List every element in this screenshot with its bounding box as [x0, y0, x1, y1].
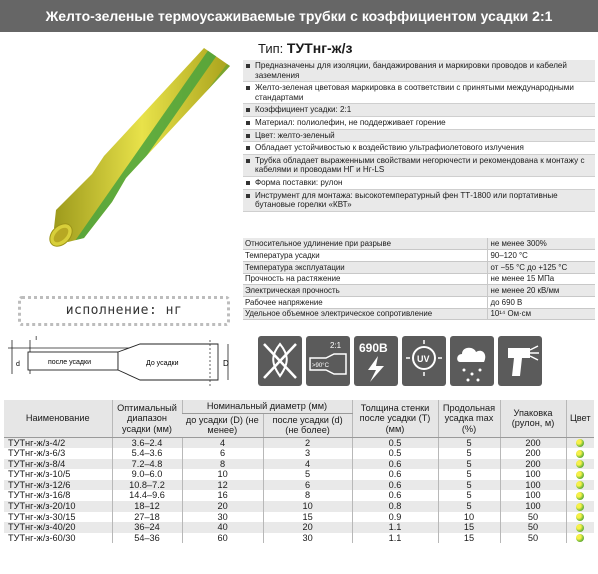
color-dot-icon — [576, 513, 584, 521]
cell-name: ТУТнг-ж/з-30/15 — [8, 511, 76, 522]
product-type — [258, 40, 352, 56]
uv-icon — [402, 336, 446, 386]
property-item: Материал: полиолефин, не поддерживает горение — [243, 117, 595, 130]
cell-after: 15 — [263, 512, 352, 523]
label-after-shrink: после усадки — [48, 359, 91, 366]
cell-name: ТУТнг-ж/з-16/8 — [8, 490, 71, 501]
page-title: Желто-зеленые термоусаживаемые трубки с коэффициентом усадки 2:1 — [0, 0, 598, 32]
cell-color — [566, 512, 594, 523]
property-item: Обладает устойчивостью к воздействию ультрафиолетового излучения — [243, 142, 595, 155]
cell-before: 20 — [182, 501, 263, 512]
cell-shrink: 5 — [438, 448, 500, 459]
cell-before: 4 — [182, 437, 263, 448]
color-dot-icon — [576, 492, 584, 500]
cell-pack: 200 — [500, 459, 566, 470]
cell-color — [566, 459, 594, 470]
no-flame-icon — [258, 336, 302, 386]
table-row — [4, 501, 594, 512]
execution-stamp: исполнение: нг — [18, 296, 230, 326]
cell-pack: 100 — [500, 480, 566, 491]
shrink-ratio-icon — [306, 336, 350, 386]
spec-row — [243, 238, 595, 250]
spec-row — [243, 250, 595, 262]
ratio-text: 2:1 — [330, 341, 342, 350]
cell-color — [566, 490, 594, 501]
property-item: Желто-зеленая цветовая маркировка в соответствии с принятыми международными стандартами — [243, 82, 595, 104]
table-row — [4, 533, 594, 544]
property-item: Цвет: желто-зеленый — [243, 130, 595, 143]
spec-value: 90–120 °C — [487, 250, 595, 262]
cell-wall: 0.5 — [352, 448, 438, 459]
spec-name: Температура эксплуатации — [243, 261, 487, 273]
cell-wall: 0.6 — [352, 480, 438, 491]
property-item: Инструмент для монтажа: высокотемпературный фен ТТ-1800 или портативные бутановые горелки «КВТ» — [243, 190, 595, 212]
products-body — [4, 437, 594, 543]
spec-row — [243, 308, 595, 320]
cell-wall: 0.8 — [352, 501, 438, 512]
cell-name: ТУТнг-ж/з-4/2 — [4, 437, 112, 448]
header-before: до усадки (D) (не менее) — [182, 413, 263, 437]
cell-color — [566, 501, 594, 512]
cell-pack: 50 — [500, 522, 566, 533]
cell-wall: 0.9 — [352, 512, 438, 523]
spec-name: Электрическая прочность — [243, 285, 487, 297]
cell-before: 40 — [182, 522, 263, 533]
cell-wall: 1.1 — [352, 522, 438, 533]
header-range: Оптимальный диапазон усадки (мм) — [112, 400, 182, 437]
spec-name: Температура усадки — [243, 250, 487, 262]
cell-after: 2 — [263, 437, 352, 448]
cell-name: ТУТнг-ж/з-6/3 — [8, 448, 66, 459]
spec-value: до 690 В — [487, 296, 595, 308]
cell-before: 60 — [182, 533, 263, 544]
cell-pack: 50 — [500, 512, 566, 523]
table-row — [4, 480, 594, 491]
cell-range: 9.0–6.0 — [112, 469, 182, 480]
tube-image — [8, 42, 232, 278]
spec-row — [243, 296, 595, 308]
color-dot-icon — [576, 534, 584, 542]
cell-before: 10 — [182, 469, 263, 480]
table-row — [4, 490, 594, 501]
cell-name: ТУТнг-ж/з-20/10 — [4, 501, 112, 512]
weather-icon — [450, 336, 494, 386]
cell-pack: 50 — [500, 533, 566, 544]
table-row — [4, 512, 594, 523]
spec-value: 10¹⁴ Ом·см — [487, 308, 595, 320]
label-big-d: D — [223, 359, 229, 368]
cell-name: ТУТнг-ж/з-10/5 — [8, 469, 71, 480]
spec-name: Относительное удлинение при разрыве — [243, 238, 487, 250]
header-color: Цвет — [566, 400, 594, 437]
spec-value: не менее 20 кВ/мм — [487, 285, 595, 297]
cell-color — [566, 469, 594, 480]
temp-text: >90°C — [312, 363, 329, 369]
cell-before: 6 — [182, 448, 263, 459]
cell-before: 8 — [182, 459, 263, 470]
cell-range: 14.4–9.6 — [112, 490, 182, 501]
property-item: Предназначены для изоляции, бандажирования и маркировки проводов и кабелей заземления — [243, 60, 595, 82]
cell-after: 4 — [263, 459, 352, 470]
header-name: Наименование — [4, 400, 112, 437]
header-after: после усадки (d) (не более) — [263, 413, 352, 437]
cell-range: 5.4–3.6 — [112, 448, 182, 459]
table-row — [4, 459, 594, 470]
dimension-diagram — [6, 336, 238, 394]
cell-pack: 100 — [500, 501, 566, 512]
color-dot-icon — [576, 524, 584, 532]
cell-range: 3.6–2.4 — [112, 437, 182, 448]
cell-shrink: 15 — [438, 533, 500, 544]
cell-name: ТУТнг-ж/з-40/20 — [4, 522, 112, 533]
cell-after: 6 — [263, 480, 352, 491]
header-nominal: Номинальный диаметр (мм) — [182, 400, 352, 413]
table-row — [4, 522, 594, 533]
products-table — [4, 400, 594, 543]
cell-range: 27–18 — [112, 512, 182, 523]
cell-pack: 200 — [500, 437, 566, 448]
spec-value: не менее 15 МПа — [487, 273, 595, 285]
cell-wall: 0.5 — [352, 437, 438, 448]
cell-shrink: 15 — [438, 522, 500, 533]
cell-color — [566, 448, 594, 459]
cell-shrink: 5 — [438, 459, 500, 470]
table-row — [4, 469, 594, 480]
cell-name: ТУТнг-ж/з-60/30 — [8, 532, 76, 543]
header-pack: Упаковка (рулон, м) — [500, 400, 566, 437]
cell-wall: 0.6 — [352, 459, 438, 470]
cell-range: 36–24 — [112, 522, 182, 533]
property-item: Коэффициент усадки: 2:1 — [243, 104, 595, 117]
type-code: ТУТнг-ж/з — [286, 40, 353, 56]
color-dot-icon — [576, 503, 584, 511]
cell-after: 3 — [263, 448, 352, 459]
color-dot-icon — [576, 439, 584, 447]
voltage-icon — [354, 336, 398, 386]
color-dot-icon — [576, 481, 584, 489]
cell-pack: 100 — [500, 490, 566, 501]
label-small-d: d — [16, 361, 20, 368]
cell-pack: 100 — [500, 469, 566, 480]
cell-after: 8 — [263, 490, 352, 501]
spec-name: Рабочее напряжение — [243, 296, 487, 308]
cell-range: 54–36 — [112, 533, 182, 544]
property-item: Трубка обладает выраженными свойствами негорючести и рекомендована к монтажу с кабелями и проводами НГ и Нг-LS — [243, 155, 595, 177]
table-row — [4, 448, 594, 459]
cell-range: 10.8–7.2 — [112, 480, 182, 491]
cell-shrink: 5 — [438, 480, 500, 491]
color-dot-icon — [576, 450, 584, 458]
color-dot-icon — [576, 460, 584, 468]
spec-value: не менее 300% — [487, 238, 595, 250]
cell-color — [566, 480, 594, 491]
cell-wall: 1.1 — [352, 533, 438, 544]
spec-row — [243, 261, 595, 273]
spec-name: Прочность на растяжение — [243, 273, 487, 285]
spec-row — [243, 273, 595, 285]
table-row — [4, 437, 594, 448]
cell-shrink: 5 — [438, 437, 500, 448]
cell-range: 18–12 — [112, 501, 182, 512]
cell-before: 12 — [182, 480, 263, 491]
cell-wall: 0.6 — [352, 490, 438, 501]
color-dot-icon — [576, 471, 584, 479]
cell-name: ТУТнг-ж/з-8/4 — [4, 459, 112, 470]
label-t: T — [34, 336, 39, 342]
cell-shrink: 5 — [438, 490, 500, 501]
spec-name: Удельное объемное электрическое сопротивление — [243, 308, 487, 320]
cell-range: 7.2–4.8 — [112, 459, 182, 470]
cell-pack: 200 — [500, 448, 566, 459]
cell-shrink: 10 — [438, 512, 500, 523]
specs-table — [243, 238, 595, 320]
uv-text: UV — [417, 354, 430, 364]
cell-wall: 0.6 — [352, 469, 438, 480]
heat-gun-icon — [498, 336, 542, 386]
voltage-text: 690В — [359, 341, 388, 355]
cell-after: 20 — [263, 522, 352, 533]
type-label: Тип: — [258, 41, 284, 56]
cell-color — [566, 522, 594, 533]
cell-name: ТУТнг-ж/з-12/6 — [4, 480, 112, 491]
cell-shrink: 5 — [438, 501, 500, 512]
spec-row — [243, 285, 595, 297]
cell-after: 5 — [263, 469, 352, 480]
cell-shrink: 5 — [438, 469, 500, 480]
properties-list — [243, 60, 595, 212]
cell-color — [566, 533, 594, 544]
cell-after: 30 — [263, 533, 352, 544]
product-photo — [8, 42, 232, 278]
cell-before: 30 — [182, 512, 263, 523]
cell-after: 10 — [263, 501, 352, 512]
property-item: Форма поставки: рулон — [243, 177, 595, 190]
cell-before: 16 — [182, 490, 263, 501]
header-shrink: Продольная усадка max (%) — [438, 400, 500, 437]
cell-color — [566, 437, 594, 448]
header-wall: Толщина стенки после усадки (T) (мм) — [352, 400, 438, 437]
label-before-shrink: До усадки — [146, 360, 179, 367]
spec-value: от −55 °C до +125 °C — [487, 261, 595, 273]
